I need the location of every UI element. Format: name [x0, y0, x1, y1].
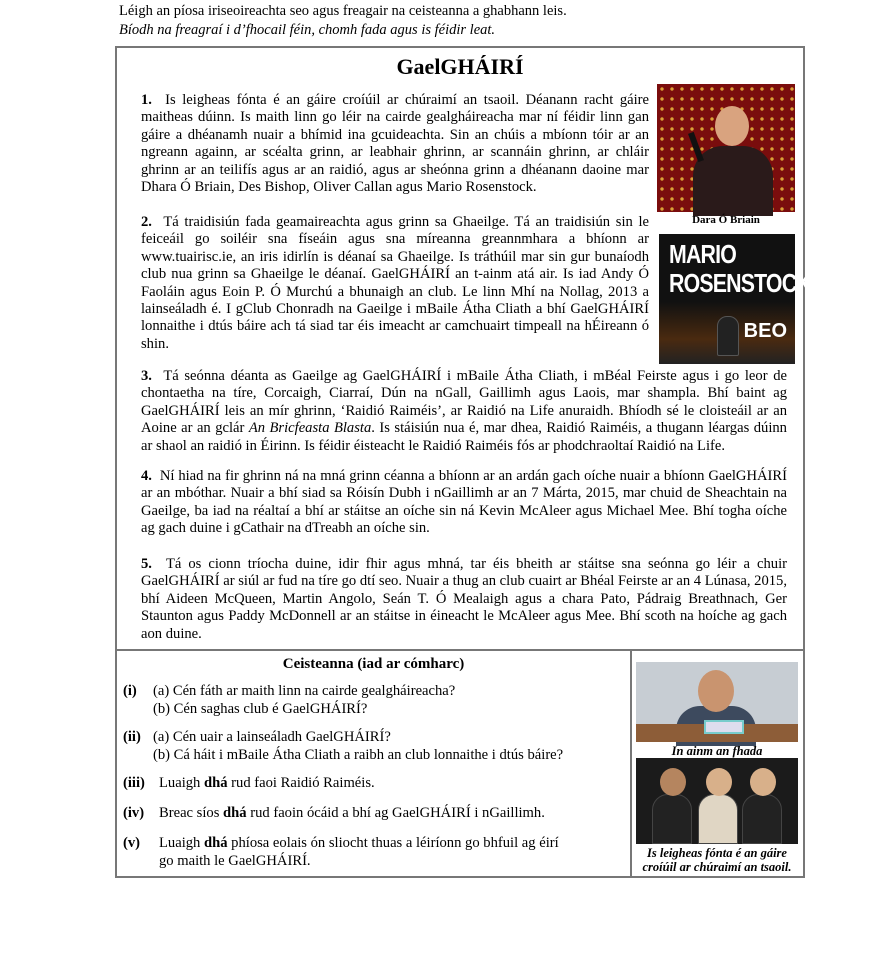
- photo-1-caption: Dara Ó Briain: [692, 214, 760, 226]
- tv-sign-icon: [704, 720, 744, 734]
- question-1a: (a) Cén fáth ar maith linn na cairde gealgháireacha?: [153, 683, 456, 699]
- question-5-text-post: phíosa eolais ón sliocht thuas a léiríonn go bhfuil ag éirí: [227, 835, 559, 851]
- question-4-number: (iv): [123, 805, 145, 821]
- paragraph-3-text-a: Tá seónna déanta as Gaeilge ag GaelGHÁIRÍ i mBaile Átha Cliath, i mBéal Feirste agus i go leor de chontaetha na tíre, Corcaigh, Ciarraí, Dún na nGall, Gaillimh agus Laois, mar shampla. Bhí baint ag GaelGHÁIRÍ leis an mír ghrinn, ‘Raidió Raiméis’, ar Raidió na Life anuraidh. Bhíodh sé le cloisteáil ar an Aoine ar an gclár: [141, 368, 787, 437]
- person-3-head: [750, 768, 776, 796]
- laughing-group-photo: [636, 758, 798, 844]
- poster-line-1: MARIO: [669, 239, 736, 269]
- question-5-line-2: go maith le GaelGHÁIRÍ.: [159, 853, 311, 869]
- question-4: [123, 804, 545, 822]
- person-2-head: [706, 768, 732, 796]
- article-frame: [115, 46, 811, 878]
- paragraph-3: [141, 368, 787, 455]
- paragraph-5-text: Tá os cionn tríocha duine, idir fhir agus mhná, tar éis bheith ar stáitse sna seónna go léir a chuir GaelGHÁIRÍ ar siúl ar fud na tíre go dtí seo. Nuair a thug an club cuairt ar Bhéal Feirste ar an 4 Lúnasa, 2015, bhí Aideen McQueen, Martin Angolo, Seán T. Ó Mealaigh agus a chara Pato, Pádraig Breathnach, Ger Staunton agus Paddy McDonnell ar an stáitse in éineacht le McAleer agus Mee. Bhí scoth na hoíche ag gach aon duine.: [141, 556, 787, 642]
- paragraph-4-number: 4.: [141, 468, 152, 484]
- paragraph-5-number: 5.: [141, 556, 152, 572]
- paragraph-1-text: Is leigheas fónta é an gáire croíúil ar chúraimí an tsaoil. Déanann racht gáire maitheas dúinn. Is maith linn go léir na cairde gealgháireacha mar ní féidir linn gan gáire a dhéanamh nuair a bhímid ina gcuideachta. Sin an chúis a mbíonn tóir ar an ngreann againn, ar scéalta grinn, ar leabhair ghrinn, ar scannáin ghrinn, ar chláir ghrinn ar an teilifís agus ar an raidió, agus ar sheónna grinn a dhéanann daoine mar Dhara Ó Briain, Des Bishop, Oliver Callan agus Mario Rosenstock.: [141, 92, 649, 196]
- photo-4-caption-line-2: croíúil ar chúraimí an tsaoil.: [642, 860, 792, 874]
- paragraph-4: [141, 468, 787, 538]
- photo-3-caption: In ainm an fhada: [671, 744, 763, 758]
- photo-4-caption: [636, 846, 798, 874]
- question-5: [123, 834, 559, 870]
- article-title: GaelGHÁIRÍ: [396, 54, 524, 79]
- person-2-body: [698, 794, 738, 844]
- man-head: [698, 670, 734, 712]
- person-1-body: [652, 794, 692, 844]
- paragraph-1: [141, 92, 649, 196]
- paragraph-5: [141, 556, 787, 643]
- question-4-text-post: rud faoin ócáid a bhí ag GaelGHÁIRÍ i nGaillimh.: [246, 805, 545, 821]
- question-5-number: (v): [123, 835, 141, 851]
- question-3-text-post: rud faoi Raidió Raiméis.: [227, 775, 375, 791]
- person-3-body: [742, 794, 782, 844]
- paragraph-4-text: Ní hiad na fir ghrinn ná na mná grinn céanna a bhíonn ar an ardán gach oíche nuair a bhíonn GaelGHÁIRÍ ar an mbóthar. Nuair a bhí siad sa Róisín Dubh i nGaillimh ar an 7 Márta, 2015, mar chuid de Sheachtain na Gaeilge, ba iad na réaltaí a bhí ar stáitse an oíche sin ná Kevin McAleer agus Michael Mee. Bhí togha oíche ag gach duine i gCathair na dTreabh an oíche sin.: [141, 468, 787, 537]
- thinking-man-photo: [636, 662, 798, 742]
- question-2-number: (ii): [123, 729, 141, 745]
- poster-line-2: ROSENSTOCK: [669, 268, 811, 298]
- poster-title: [669, 240, 811, 298]
- column-divider: [630, 649, 632, 876]
- question-1b: (b) Cén saghas club é GaelGHÁIRÍ?: [153, 701, 368, 717]
- paragraph-2-number: 2.: [141, 214, 152, 230]
- photo-4-caption-line-1: Is leigheas fónta é an gáire: [647, 846, 787, 860]
- poster-beo: BEO: [743, 320, 787, 342]
- question-3-emphasis: dhá: [204, 775, 228, 791]
- performer-figure: [717, 316, 739, 356]
- paragraph-2-text: Tá traidisiún fada geamaireachta agus grinn sa Ghaeilge. Tá an traidisiún sin le feiceáil go soiléir sna físeáin agus sna míreanna greannmhara a bhíonn ar www.tuairisc.ie, an iris idirlín is déanaí sa Ghaeilge. Is tráthúil mar sin gur bunaíodh club nua grinn sa Ghaeilge le déanaí. GaelGHÁIRÍ an t-ainm atá air. Is iad Andy Ó Faoláin agus Eoin P. Ó Murchú a bhunaigh an club. Le linn Mhí na Nollag, 2013 a lainseáladh é. I gClub Chonradh na Gaeilge i mBaile Átha Cliath a bhí GaelGHÁIRÍ lonnaithe i dtús báire ach tá siad tar éis imeacht ar camchuairt timpeall na hÉireann ó shin.: [141, 214, 650, 352]
- question-1-number: (i): [123, 683, 137, 699]
- paragraph-1-number: 1.: [141, 92, 152, 108]
- question-3: [123, 774, 375, 792]
- dara-o-briain-photo: [657, 84, 795, 212]
- question-3-number: (iii): [123, 775, 145, 791]
- paragraph-3-text-b: . Is stáisiún nua é, mar dhea, Raidió Raiméis, a thugann léargas dúinn ar shaol an raidió in Éirinn. Is féidir éisteacht le Raidió Raiméis fós ar phodchraoltaí Raidió na Life.: [141, 420, 787, 454]
- question-5-text-pre: Luaigh: [159, 835, 204, 851]
- question-2b: (b) Cá háit i mBaile Átha Cliath a raibh an club lonnaithe i dtús báire?: [153, 747, 564, 763]
- paragraph-2: [141, 214, 649, 353]
- paragraph-3-number: 3.: [141, 368, 152, 384]
- question-1: [123, 682, 455, 718]
- questions-heading: Ceisteanna (iad ar cómharc): [282, 656, 465, 672]
- question-4-emphasis: dhá: [223, 805, 247, 821]
- question-2a: (a) Cén uair a lainseáladh GaelGHÁIRÍ?: [153, 729, 391, 745]
- question-3-text-pre: Luaigh: [159, 775, 204, 791]
- comedian-figure: [693, 146, 773, 216]
- question-5-emphasis: dhá: [204, 835, 228, 851]
- instruction-line-1: Léigh an píosa iriseoireachta seo agus freagair na ceisteanna a ghabhann leis.: [119, 3, 567, 19]
- programme-title: An Bricfeasta Blasta: [248, 420, 372, 437]
- question-4-text-pre: Breac síos: [159, 805, 224, 821]
- section-divider: [117, 649, 803, 651]
- instructions: [119, 2, 799, 40]
- mario-rosenstock-poster: [659, 234, 811, 364]
- question-2: [123, 728, 563, 764]
- instruction-line-2: Bíodh na freagraí i d’fhocail féin, chomh fada agus is féidir leat.: [119, 22, 496, 38]
- person-1-head: [660, 768, 686, 796]
- comedian-head: [715, 106, 749, 146]
